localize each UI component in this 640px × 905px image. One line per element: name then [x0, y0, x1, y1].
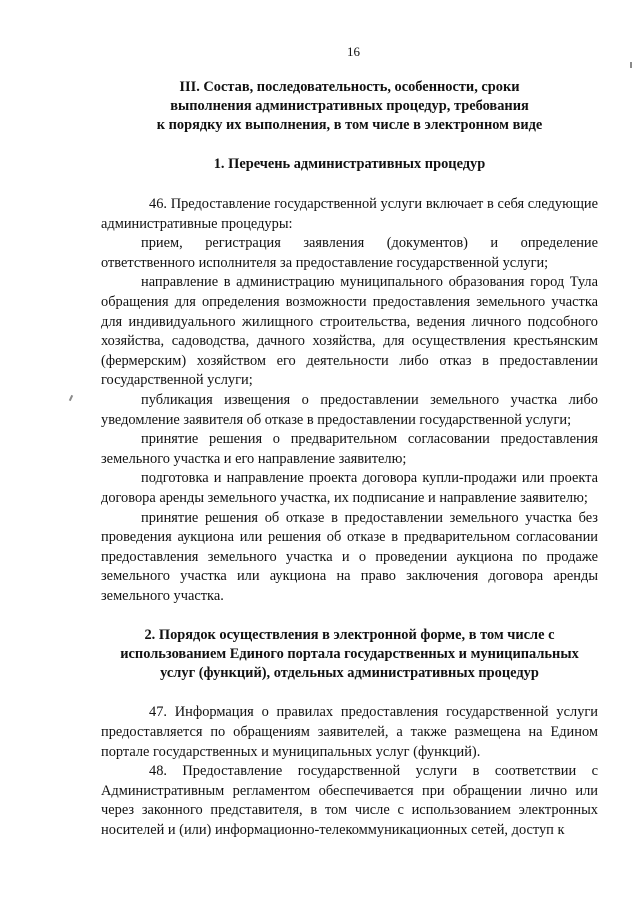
list-item: принятие решения об отказе в предоставлении земельного участка без проведения аукциона или решения об отказе в предварительном согласовании предоставления земельного участка и о проведении аукциона по продаже земельного участка или аукциона на право заключения договора аренды земельного участка. [101, 509, 598, 604]
scan-speck [69, 395, 73, 401]
page-number: 16 [347, 44, 360, 59]
subsection-title-line: использованием Единого портала государственных и муниципальных [120, 646, 579, 663]
list-item: направление в администрацию муниципального образования город Тула обращения для определения возможности предоставления земельного участка для индивидуального жилищного строительства, ведения личного подсобного хозяйства, садоводства, дачного хозяйства, для осуществления крестьянским (фермерским) хозяйством его деятельности либо отказ в предоставлении государственной услуги; [101, 274, 598, 389]
section-title-line: III. Состав, последовательность, особенности, сроки [179, 79, 520, 95]
paragraph-46: 46. Предоставление государственной услуги включает в себя следующие административные процедуры: [101, 196, 598, 232]
subsection-title-line: услуг (функций), отдельных административных процедур [160, 665, 539, 682]
paragraph-47: 47. Информация о правилах предоставления государственной услуги предоставляется по обращениям заявителей, а также размещена на Едином портале государственных и муниципальных услуг (функций). [101, 704, 598, 760]
paragraph-48: 48. Предоставление государственной услуги в соответствии с Административным регламентом обеспечивается при обращении лично или через законного представителя, в том числе с использованием электронных носителей и (или) информационно-телекоммуникационных сетей, доступ к [101, 763, 598, 839]
subsection-title-line: 2. Порядок осуществления в электронной форме, в том числе с [144, 627, 555, 644]
list-item: подготовка и направление проекта договора купли-продажи или проекта договора аренды земельного участка, их подписание и направление заявителю; [101, 470, 598, 506]
subsection-title-electronic [101, 626, 598, 683]
section-title-line: к порядку их выполнения, в том числе в электронном виде [156, 117, 543, 133]
scan-speck [630, 62, 632, 68]
section-title-line: выполнения административных процедур, требования [170, 98, 529, 114]
list-item: принятие решения о предварительном согласовании предоставления земельного участка и его направление заявителю; [101, 431, 598, 467]
section-title [101, 78, 598, 135]
list-item: прием, регистрация заявления (документов) и определение ответственного исполнителя за предоставление государственной услуги; [101, 235, 598, 271]
subsection-title-procedures: 1. Перечень административных процедур [213, 156, 486, 172]
list-item: публикация извещения о предоставлении земельного участка либо уведомление заявителя об отказе в предоставлении государственной услуги; [101, 391, 598, 428]
